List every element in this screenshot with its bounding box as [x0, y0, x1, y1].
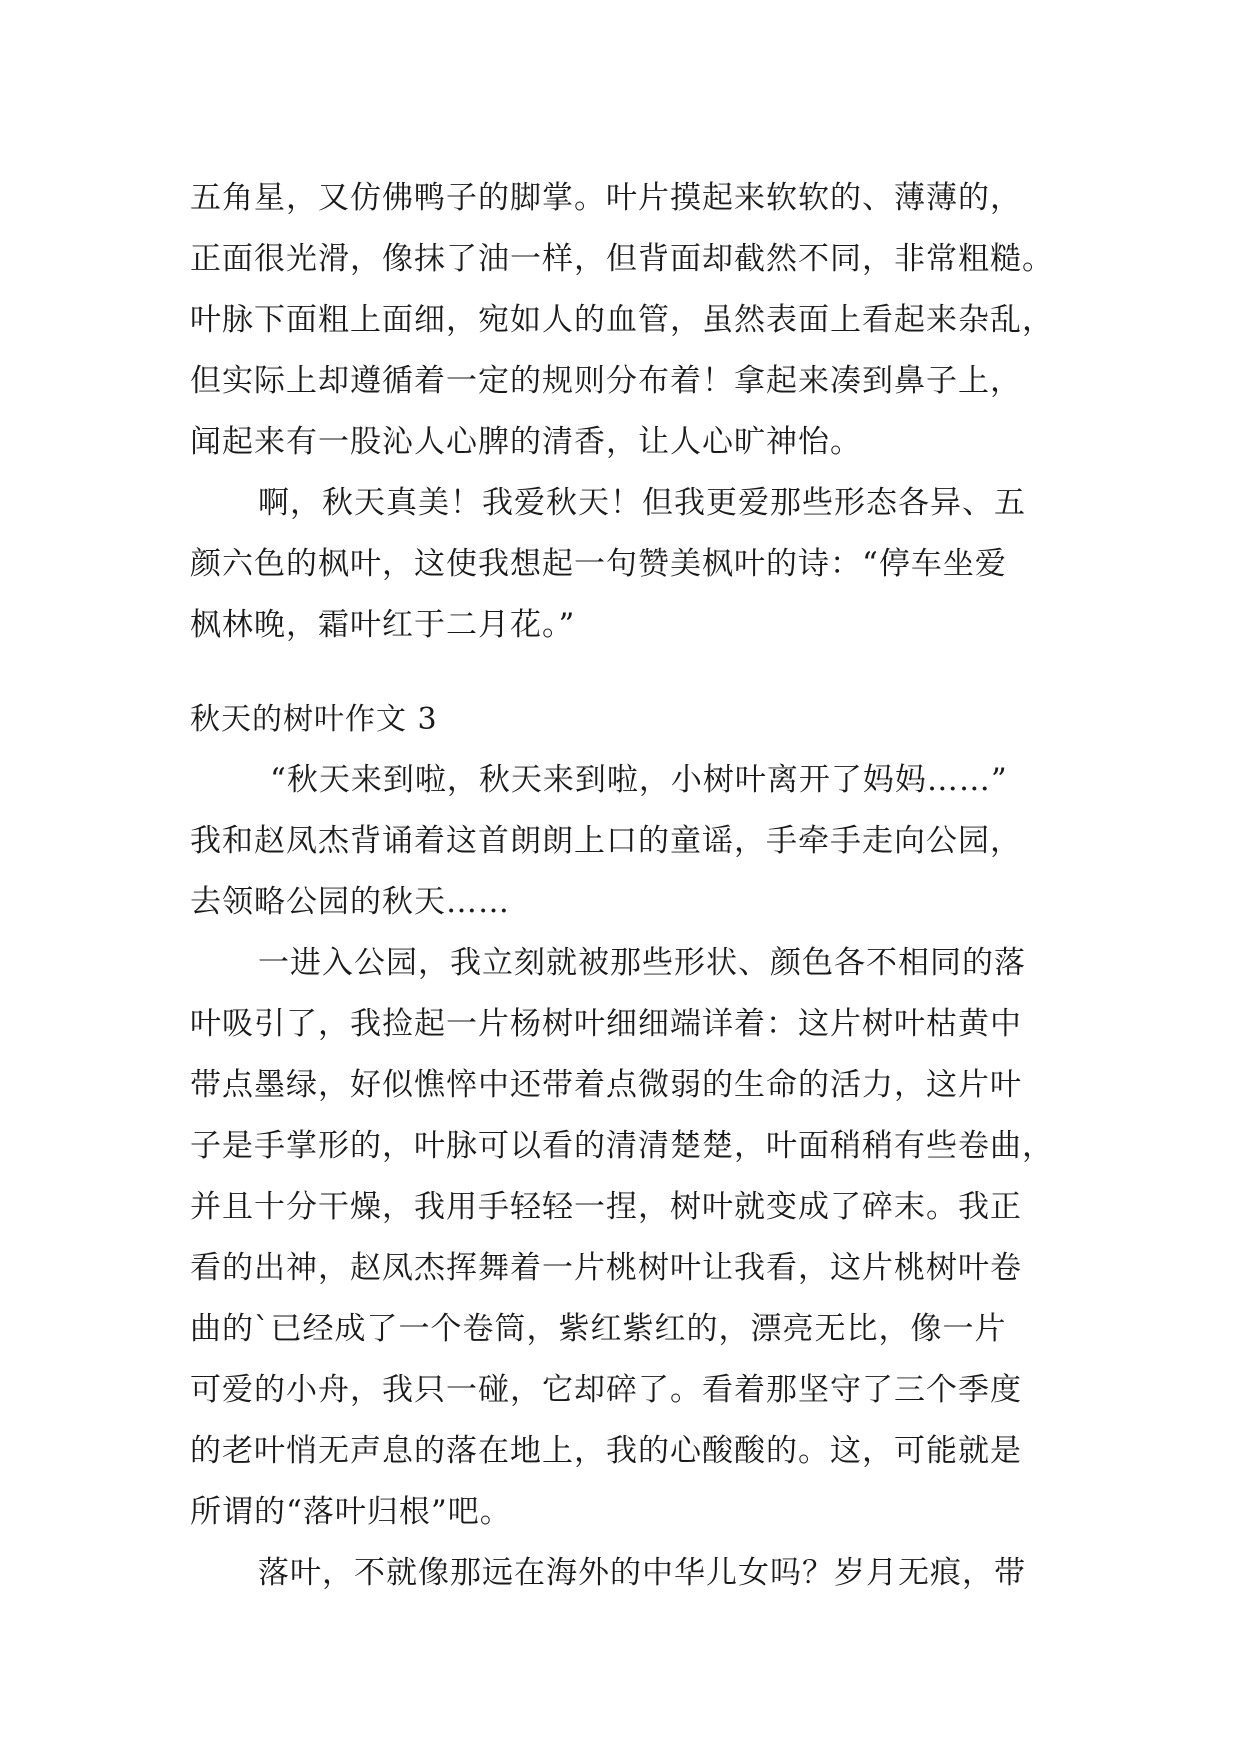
paragraph — [190, 168, 1054, 473]
text-line: 曲的`已经成了一个卷筒，紫红紫红的，漂亮无比，像一片 — [190, 1311, 1007, 1347]
section-a — [190, 168, 1054, 656]
text-line: 正面很光滑，像抹了油一样，但背面却截然不同，非常粗糙。 — [190, 241, 1054, 277]
text-line: 子是手掌形的，叶脉可以看的清清楚楚，叶面稍稍有些卷曲， — [190, 1128, 1054, 1164]
paragraph — [190, 473, 1050, 656]
section-b — [190, 689, 1054, 1604]
text-line: 我和赵凤杰背诵着这首朗朗上口的童谣，手牵手走向公园， — [190, 823, 1022, 859]
text-line: 的老叶悄无声息的落在地上，我的心酸酸的。这，可能就是 — [190, 1433, 1022, 1469]
text-line: 去领略公园的秋天…… — [190, 884, 510, 920]
text-line: 可爱的小舟，我只一碰，它却碎了。看着那坚守了三个季度 — [190, 1372, 1022, 1408]
text-line: 五角星，又仿佛鸭子的脚掌。叶片摸起来软软的、薄薄的， — [190, 180, 1022, 216]
text-line: 枫林晚，霜叶红于二月花。” — [190, 607, 576, 643]
text-line: 颜六色的枫叶，这使我想起一句赞美枫叶的诗：“停车坐爱 — [190, 546, 1007, 582]
text-line: 落叶，不就像那远在海外的中华儿女吗？岁月无痕，带 — [258, 1555, 1026, 1591]
text-line: 并且十分干燥，我用手轻轻一捏，树叶就变成了碎末。我正 — [190, 1189, 1022, 1225]
text-line: 叶脉下面粗上面细，宛如人的血管，虽然表面上看起来杂乱， — [190, 302, 1054, 338]
text-line: 看的出神，赵凤杰挥舞着一片桃树叶让我看，这片桃树叶卷 — [190, 1250, 1022, 1286]
text-line: 啊，秋天真美！我爱秋天！但我更爱那些形态各异、五 — [258, 485, 1026, 521]
text-line: 带点墨绿，好似憔悴中还带着点微弱的生命的活力，这片叶 — [190, 1067, 1022, 1103]
text-line: “秋天来到啦，秋天来到啦，小树叶离开了妈妈……” — [270, 762, 1008, 798]
text-line: 但实际上却遵循着一定的规则分布着！拿起来凑到鼻子上， — [190, 363, 1022, 399]
text-line: 闻起来有一股沁人心脾的清香，让人心旷神怡。 — [190, 424, 862, 460]
text-line: 叶吸引了，我捡起一片杨树叶细细端详着：这片树叶枯黄中 — [190, 1006, 1022, 1042]
paragraph — [190, 933, 1054, 1543]
paragraph — [190, 1543, 1050, 1604]
text-line: 一进入公园，我立刻就被那些形状、颜色各不相同的落 — [258, 945, 1026, 981]
text-line: 所谓的“落叶归根”吧。 — [190, 1494, 512, 1530]
essay-heading: 秋天的树叶作文 3 — [190, 702, 438, 737]
paragraph — [190, 750, 1050, 933]
